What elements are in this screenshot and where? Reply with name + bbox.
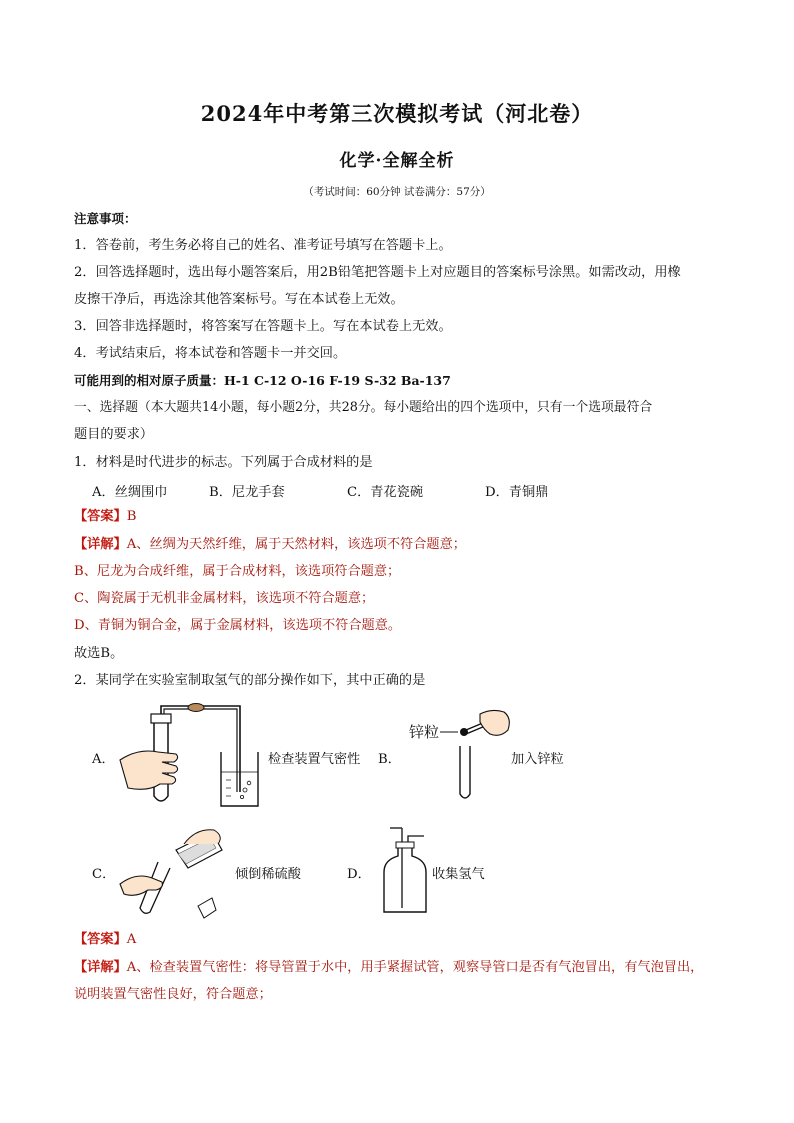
notice-item: 1．答卷前，考生务必将自己的姓名、准考证号填写在答题卡上。 <box>74 238 452 253</box>
q1-conclusion: 故选B。 <box>74 646 124 661</box>
answer-tag: 【答案】 <box>74 932 127 947</box>
answer-value: B <box>126 509 137 524</box>
page-title: 2024年中考第三次模拟考试（河北卷） <box>200 101 594 126</box>
q1-option-c: C．青花瓷碗 <box>347 485 424 500</box>
detail-line: A、检查装置气密性：将导管置于水中，用手紧握试管，观察导管口是否有气泡冒出，有气泡冒出， <box>126 960 704 975</box>
section-heading: 一、选择题（本大题共14小题，每小题2分，共28分。每小题给出的四个选项中，只有一个选项最符合 <box>74 400 653 415</box>
q2-option-c-caption: 倾倒稀硫酸 <box>235 867 301 882</box>
section-heading-cont: 题目的要求） <box>74 427 154 442</box>
q1-option-a: A．丝绸围巾 <box>92 485 168 500</box>
detail-tag: 【详解】 <box>74 537 127 552</box>
notice-item: 4．考试结束后，将本试卷和答题卡一并交回。 <box>74 346 347 361</box>
q2-option-b-caption: 加入锌粒 <box>511 752 564 767</box>
q1-detail <box>74 536 466 554</box>
q2-option-d-caption: 收集氢气 <box>432 867 485 882</box>
notice-heading: 注意事项： <box>74 211 137 226</box>
detail-line: A、丝绸为天然纤维，属于天然材料，该选项不符合题意； <box>126 537 466 552</box>
answer-tag: 【答案】 <box>74 509 127 524</box>
detail-line: D、青铜为铜合金，属于金属材料，该选项不符合题意。 <box>74 618 402 633</box>
q2-option-a-letter: A． <box>92 752 115 767</box>
add-zinc-figure <box>440 708 520 803</box>
notice-item: 皮擦干净后，再选涂其他答案标号。写在本试卷上无效。 <box>74 292 404 307</box>
q2-option-b-letter: B． <box>378 752 401 767</box>
detail-line: C、陶瓷属于无机非金属材料，该选项不符合题意； <box>74 591 375 606</box>
q1-answer <box>74 508 136 526</box>
detail-line: 说明装置气密性良好，符合题意； <box>74 987 272 1002</box>
notice-item: 2．回答选择题时，选出每小题答案后，用2B铅笔把答题卡上对应题目的答案标号涂黑。如需改动，用橡 <box>74 265 681 280</box>
detail-tag: 【详解】 <box>74 960 127 975</box>
exam-info: （考试时间：60分钟 试卷满分：57分） <box>303 186 491 198</box>
q2-option-d-letter: D． <box>347 867 371 882</box>
page-subtitle: 化学·全解全析 <box>339 151 455 171</box>
q2-detail <box>74 959 703 977</box>
q1-stem: 1．材料是时代进步的标志。下列属于合成材料的是 <box>74 455 373 470</box>
airtightness-check-figure <box>118 700 268 810</box>
detail-line: B、尼龙为合成纤维，属于合成材料，该选项符合题意； <box>74 564 401 579</box>
q2-stem: 2．某同学在实验室制取氢气的部分操作如下，其中正确的是 <box>74 673 426 688</box>
notice-item: 3．回答非选择题时，将答案写在答题卡上。写在本试卷上无效。 <box>74 319 452 334</box>
q2-option-a-caption: 检查装置气密性 <box>268 752 361 767</box>
collect-hydrogen-figure <box>380 826 432 918</box>
q1-option-d: D．青铜鼎 <box>485 485 549 500</box>
atomic-masses: 可能用到的相对原子质量：H-1 C-12 O-16 F-19 S-32 Ba-137 <box>74 373 451 388</box>
zinc-granule-label: 锌粒 <box>409 723 440 741</box>
pour-acid-figure <box>118 826 230 918</box>
answer-value: A <box>126 932 137 947</box>
q2-option-c-letter: C． <box>92 867 116 882</box>
q2-answer <box>74 931 136 949</box>
q1-option-b: B．尼龙手套 <box>209 485 285 500</box>
